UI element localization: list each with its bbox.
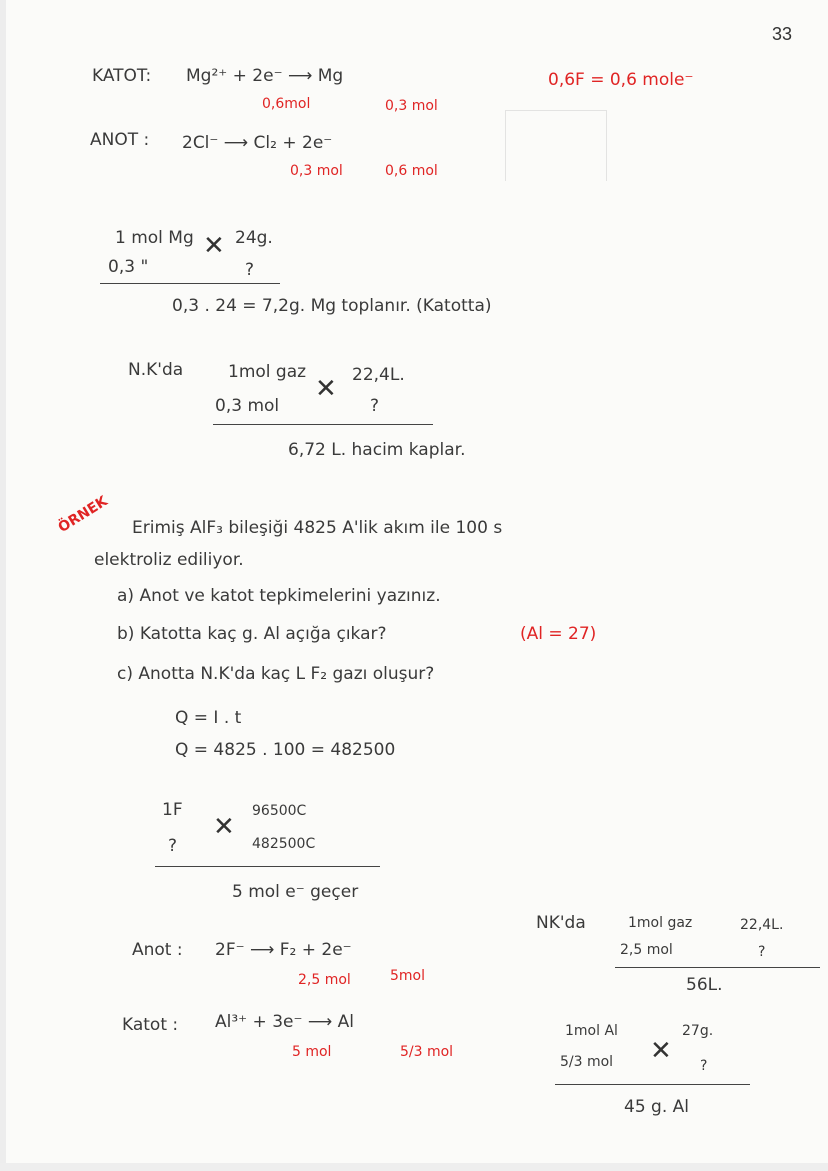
gas-label: N.K'da [128,360,184,380]
gas-row2-left: 0,3 mol [215,396,280,416]
f2-row1-left: 1mol gaz [628,915,693,931]
f2-row2-right: ? [758,944,766,960]
f2-row2-left: 2,5 mol [620,942,673,958]
anode-label: ANOT : [90,130,150,150]
faraday-row1-left: 1F [162,800,183,820]
faint-diagram-box [505,110,607,181]
mg-result: 0,3 . 24 = 7,2g. Mg toplanır. (Katotta) [172,296,492,316]
divider-line [213,424,433,425]
cathode-equation: Mg²⁺ + 2e⁻ ⟶ Mg [186,66,344,86]
gas-row1-right: 22,4L. [352,365,405,385]
gas-row1-left: 1mol gaz [228,362,307,382]
anode-electron-mol-5: 5mol [390,968,425,984]
anode-reaction-equation: 2F⁻ ⟶ F₂ + 2e⁻ [215,940,352,960]
al-row1-left: 1mol Al [565,1023,618,1039]
cathode-mg-mol: 0,3 mol [385,98,438,114]
question-a: a) Anot ve katot tepkimelerini yazınız. [117,586,441,606]
example-text-line2: elektroliz ediliyor. [94,550,244,570]
divider-line [155,866,380,867]
mg-row1-left: 1 mol Mg [115,228,194,248]
cathode-label: KATOT: [92,66,152,86]
question-c: c) Anotta N.K'da kaç L F₂ gazı oluşur? [117,664,435,684]
divider-line [615,967,820,968]
mg-row2-right: ? [245,260,255,280]
charge-substitution: Q = 4825 . 100 = 482500 [175,740,396,760]
cathode-reaction-equation: Al³⁺ + 3e⁻ ⟶ Al [215,1012,354,1032]
mg-row2-left: 0,3 " [108,257,149,277]
faraday-row2-right: 482500C [252,836,316,852]
al-row2-right: ? [700,1058,708,1074]
divider-line [100,283,280,284]
cathode-electron-mol: 0,6mol [262,96,311,112]
page-number: 33 [772,24,793,44]
al-row1-right: 27g. [682,1023,714,1039]
mg-row1-right: 24g. [235,228,273,248]
al-row2-left: 5/3 mol [560,1054,614,1070]
page-bottom-edge [0,1163,828,1171]
anode-cl2-mol: 0,3 mol [290,163,343,179]
gas-result: 6,72 L. hacim kaplar. [288,440,466,460]
cathode-reaction-label: Katot : [122,1015,179,1035]
anode-electron-mol: 0,6 mol [385,163,438,179]
cathode-al-mol: 5/3 mol [400,1044,454,1060]
faraday-result: 5 mol e⁻ geçer [232,882,359,902]
cross-multiply-icon: ✕ [315,374,337,404]
cross-multiply-icon: ✕ [650,1036,672,1066]
f2-label: NK'da [536,913,586,933]
divider-line [555,1084,750,1085]
anode-reaction-label: Anot : [132,940,183,960]
faraday-row1-right: 96500C [252,803,307,819]
f2-result: 56L. [686,975,723,995]
question-b-note: (Al = 27) [520,624,597,644]
gas-row2-right: ? [370,396,380,416]
example-text-line1: Erimiş AlF₃ bileşiği 4825 A'lik akım ile 100 s [132,518,503,538]
charge-formula: Q = I . t [175,708,242,728]
page-edge [0,0,6,1171]
al-result: 45 g. Al [624,1097,689,1117]
cathode-electron-mol-5: 5 mol [292,1044,332,1060]
cross-multiply-icon: ✕ [213,812,235,842]
faraday-row2-left: ? [168,836,178,856]
anode-equation: 2Cl⁻ ⟶ Cl₂ + 2e⁻ [182,133,333,153]
anode-f2-mol: 2,5 mol [298,972,351,988]
faraday-note: 0,6F = 0,6 mole⁻ [548,70,694,90]
question-b: b) Katotta kaç g. Al açığa çıkar? [117,624,387,644]
f2-row1-right: 22,4L. [740,917,784,933]
cross-multiply-icon: ✕ [203,231,225,261]
example-tag: ÖRNEK [55,493,111,536]
